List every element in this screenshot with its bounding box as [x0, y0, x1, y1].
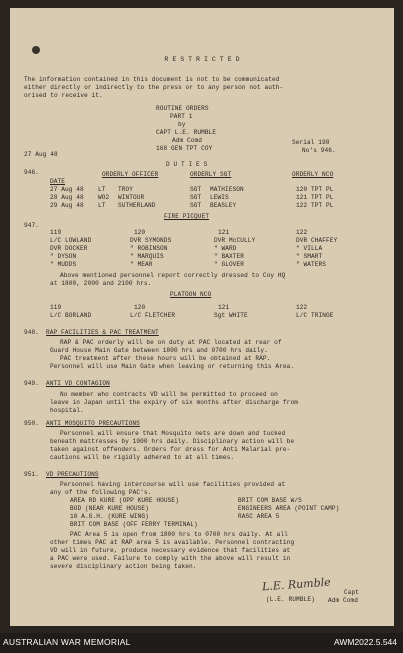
- para-951-line: a PAC were used. Failure to comply with the above will result in: [50, 555, 291, 562]
- signature-rank: Capt: [344, 589, 360, 596]
- para-948-line: PAC treatment after these hours will be obtained at RAP.: [60, 355, 271, 362]
- pac-location: ENGINEERS AREA (POINT CAMP): [238, 505, 340, 512]
- footer-institution: AUSTRALIAN WAR MEMORIAL: [3, 637, 131, 647]
- picquet-member: " VILLA: [296, 245, 323, 252]
- picquet-member: " MUDDS: [50, 261, 77, 268]
- duty-nco: 122 TPT PL: [296, 202, 334, 209]
- duties-heading: D U T I E S: [166, 161, 208, 168]
- picquet-member: " DYSON: [50, 253, 77, 260]
- para-948-number: 948.: [24, 329, 40, 336]
- nco-group: 122: [296, 304, 308, 311]
- para-949-line: leave in Japan until the expiry of six months after discharge from: [50, 399, 298, 406]
- duty-officer-rank: LT: [98, 186, 106, 193]
- picquet-member: " WATERS: [296, 261, 327, 268]
- picquet-member: " MEAR: [130, 261, 153, 268]
- footer-accession-id: AWM2022.5.544: [334, 637, 397, 647]
- picquet-group: 120: [134, 229, 146, 236]
- duty-sgt-name: BEASLEY: [210, 202, 237, 209]
- platoon-nco-heading: PLATOON NCO: [170, 291, 212, 298]
- picquet-member: DVR CHAFFEY: [296, 237, 338, 244]
- title-officer: CAPT L.E. RUMBLE: [156, 129, 217, 136]
- para-949-number: 949.: [24, 380, 40, 387]
- para-949-line: hospital.: [50, 407, 84, 414]
- picquet-group: 122: [296, 229, 308, 236]
- title-routine-orders: ROUTINE ORDERS: [156, 105, 209, 112]
- duty-officer-rank: WO2: [98, 194, 110, 201]
- para-948-heading: RAP FACILITIES & PAC TREATMENT: [46, 329, 159, 336]
- para-951-line: other times PAC at RAP area 5 is available. Personnel contracting: [50, 539, 295, 546]
- para-951-number: 951.: [24, 471, 40, 478]
- nco-group: 119: [50, 304, 62, 311]
- serial-nos: No's 946.: [302, 147, 336, 154]
- para-950-number: 950.: [24, 420, 40, 427]
- duty-sgt-rank: SGT: [190, 194, 202, 201]
- title-by: by: [178, 121, 186, 128]
- platoon-nco: L/C TRINGE: [296, 312, 334, 319]
- para-949-heading: ANTI VD CONTAGION: [46, 380, 110, 387]
- para-948-line: RAP & PAC orderly will be on duty at PAC located at rear of: [60, 339, 282, 346]
- footer-bar: [0, 633, 403, 653]
- para-946-number: 946.: [24, 169, 40, 176]
- duty-officer-rank: LT: [98, 202, 106, 209]
- duty-date: 29 Aug 48: [50, 202, 84, 209]
- nco-group: 120: [134, 304, 146, 311]
- title-part: PART 1: [170, 113, 193, 120]
- duty-nco: 120 TPT PL: [296, 186, 334, 193]
- para-951-line: VD will in future, produce necessary evidence that facilities at: [50, 547, 291, 554]
- picquet-heading: FIRE PICQUET: [164, 213, 210, 220]
- picquet-member: " SMART: [296, 253, 323, 260]
- punch-hole: [32, 46, 40, 54]
- duty-date: 28 Aug 48: [50, 194, 84, 201]
- notice-line-2: either directly or indirectly to the press or to any person not auth-: [24, 84, 284, 91]
- signature-appointment: Adm Comd: [328, 597, 359, 604]
- platoon-nco: L/C FLETCHER: [130, 312, 176, 319]
- para-951-line: severe disciplinary action being taken.: [50, 563, 197, 570]
- picquet-member: " BAXTER: [214, 253, 245, 260]
- duties-col-nco: ORDERLY NCO: [292, 171, 334, 178]
- para-951-heading: VD PRECAUTIONS: [46, 471, 99, 478]
- pac-location: BRIT COM BASE W/S: [238, 497, 302, 504]
- duty-officer-name: TROY: [118, 186, 134, 193]
- para-947-number: 947.: [24, 222, 40, 229]
- picquet-member: L/C LOWLAND: [50, 237, 92, 244]
- handwritten-signature: L.E. Rumble: [261, 575, 332, 594]
- title-appointment: Adm Comd: [172, 137, 203, 144]
- para-951-line: PAC Area 5 is open from 1800 hrs to 0700 hrs daily. At all: [70, 531, 288, 538]
- duties-col-sgt: ORDERLY SGT: [190, 171, 232, 178]
- document-page: [10, 8, 394, 626]
- notice-line-1: The information contained in this document is not to be communicated: [24, 76, 280, 83]
- para-951-intro: any of the following PAC's.: [50, 489, 152, 496]
- nco-group: 121: [218, 304, 230, 311]
- para-950-heading: ANTI MOSQUITO PRECAUTIONS: [46, 420, 140, 427]
- picquet-member: " GLOVER: [214, 261, 245, 268]
- duty-officer-name: SUTHERLAND: [118, 202, 156, 209]
- signature-name: (L.E. RUMBLE): [266, 596, 315, 603]
- duty-sgt-rank: SGT: [190, 186, 202, 193]
- para-950-line: cautions will be rigidly adhered to at all times.: [50, 454, 235, 461]
- picquet-member: " ROBINSON: [130, 245, 168, 252]
- order-date: 27 Aug 48: [24, 151, 58, 158]
- classification-heading: R E S T R I C T E D: [164, 56, 240, 63]
- para-950-line: Personnel will ensure that Mosquito nets are down and tucked: [60, 430, 286, 437]
- picquet-member: " WARD: [214, 245, 237, 252]
- picquet-member: " MARQUIS: [130, 253, 164, 260]
- duty-sgt-name: MATHIESON: [210, 186, 244, 193]
- pac-location: 10 A.G.H. (KURE WING): [70, 513, 149, 520]
- picquet-member: DVR McCULLY: [214, 237, 256, 244]
- duty-officer-name: WINTOUR: [118, 194, 145, 201]
- para-950-line: taken against offenders. Orders for dress for Anti Malarial pre-: [50, 446, 291, 453]
- picquet-note-1: Above mentioned personnel report correctly dressed to Coy HQ: [60, 272, 286, 279]
- para-950-line: beneath mattresses by 1900 hrs daily. Disciplinary action will be: [50, 438, 295, 445]
- para-951-intro: Personnel having intercourse will use facilities provided at: [60, 481, 286, 488]
- platoon-nco: Sgt WHITE: [214, 312, 248, 319]
- duties-col-date: DATE: [50, 178, 66, 185]
- duty-sgt-name: LEWIS: [210, 194, 229, 201]
- picquet-note-2: at 1800, 2000 and 2100 hrs.: [50, 280, 152, 287]
- title-unit: 168 GEN TPT COY: [156, 145, 213, 152]
- para-948-line: Personnel will use Main Gate when leaving or returning this Area.: [50, 363, 295, 370]
- picquet-member: DVR SYMONDS: [130, 237, 172, 244]
- picquet-member: DVR DOCKER: [50, 245, 88, 252]
- serial-number: Serial 198: [292, 139, 330, 146]
- duties-col-officer: ORDERLY OFFICER: [102, 171, 159, 178]
- notice-line-3: orised to receive it.: [24, 92, 103, 99]
- pac-location: BRIT COM BASE (OFF FERRY TERMINAL): [70, 521, 198, 528]
- duty-date: 27 Aug 48: [50, 186, 84, 193]
- para-948-line: Guard House Main Gate between 1800 hrs and 0700 hrs daily.: [50, 347, 268, 354]
- duty-nco: 121 TPT PL: [296, 194, 334, 201]
- picquet-group: 121: [218, 229, 230, 236]
- pac-location: RASC AREA 5: [238, 513, 280, 520]
- para-949-line: No member who contracts VD will be permitted to proceed on: [60, 391, 278, 398]
- platoon-nco: L/C BORLAND: [50, 312, 92, 319]
- duty-sgt-rank: SGT: [190, 202, 202, 209]
- pac-location: AREA RD KURE (OPP KURE HOUSE): [70, 497, 179, 504]
- pac-location: BOD (NEAR KURE HOUSE): [70, 505, 149, 512]
- picquet-group: 119: [50, 229, 62, 236]
